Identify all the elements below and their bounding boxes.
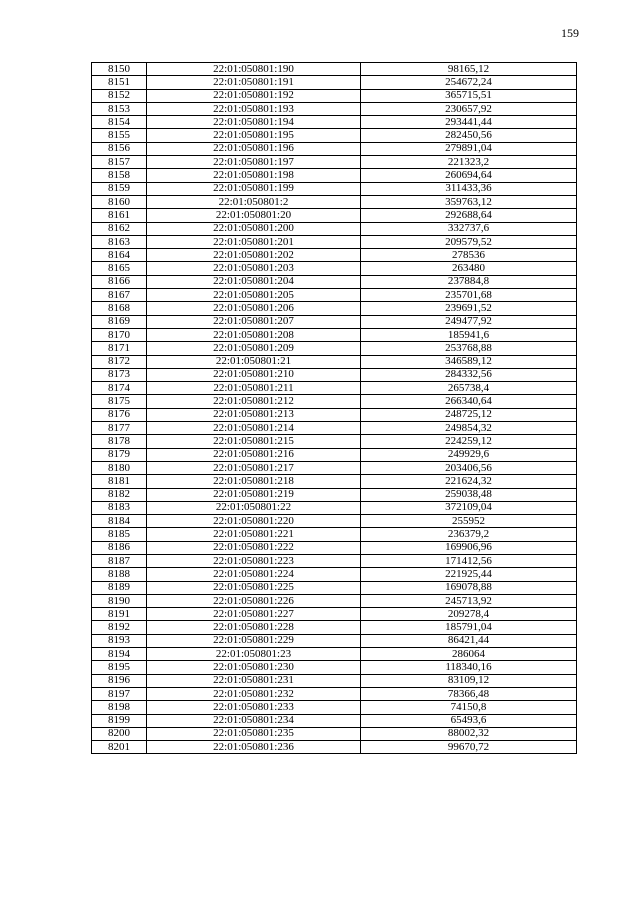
- cadastral-number-cell: 22:01:050801:232: [147, 687, 361, 700]
- row-number-cell: 8171: [92, 342, 147, 355]
- cadastral-number-cell: 22:01:050801:197: [147, 156, 361, 169]
- cadastral-number-cell: 22:01:050801:194: [147, 116, 361, 129]
- value-cell: 203406,56: [361, 461, 577, 474]
- row-number-cell: 8185: [92, 528, 147, 541]
- table-row: [92, 222, 577, 235]
- table-row: [92, 342, 577, 355]
- value-cell: 265738,4: [361, 382, 577, 395]
- row-number-cell: 8176: [92, 408, 147, 421]
- table-row: [92, 116, 577, 129]
- row-number-cell: 8184: [92, 515, 147, 528]
- table-row: [92, 741, 577, 754]
- row-number-cell: 8174: [92, 382, 147, 395]
- row-number-cell: 8200: [92, 727, 147, 740]
- cadastral-number-cell: 22:01:050801:216: [147, 448, 361, 461]
- table-row: [92, 541, 577, 554]
- value-cell: 83109,12: [361, 674, 577, 687]
- cadastral-number-cell: 22:01:050801:202: [147, 249, 361, 262]
- value-cell: 255952: [361, 515, 577, 528]
- row-number-cell: 8158: [92, 169, 147, 182]
- table-row: [92, 621, 577, 634]
- table-row: [92, 382, 577, 395]
- cadastral-number-cell: 22:01:050801:190: [147, 63, 361, 76]
- table-row: [92, 89, 577, 102]
- table-row: [92, 594, 577, 607]
- table-row: [92, 76, 577, 89]
- page-number: 159: [561, 26, 579, 40]
- table-row: [92, 249, 577, 262]
- table-row: [92, 435, 577, 448]
- cadastral-number-cell: 22:01:050801:199: [147, 182, 361, 195]
- table-row: [92, 408, 577, 421]
- cadastral-number-cell: 22:01:050801:225: [147, 581, 361, 594]
- cadastral-number-cell: 22:01:050801:235: [147, 727, 361, 740]
- value-cell: 239691,52: [361, 302, 577, 315]
- value-cell: 236379,2: [361, 528, 577, 541]
- row-number-cell: 8159: [92, 182, 147, 195]
- cadastral-value-table: [91, 62, 577, 754]
- cadastral-number-cell: 22:01:050801:192: [147, 89, 361, 102]
- table-row: [92, 714, 577, 727]
- table-row: [92, 262, 577, 275]
- table-row: [92, 475, 577, 488]
- row-number-cell: 8150: [92, 63, 147, 76]
- row-number-cell: 8182: [92, 488, 147, 501]
- row-number-cell: 8173: [92, 368, 147, 381]
- value-cell: 253768,88: [361, 342, 577, 355]
- table-row: [92, 568, 577, 581]
- row-number-cell: 8193: [92, 634, 147, 647]
- cadastral-number-cell: 22:01:050801:207: [147, 315, 361, 328]
- value-cell: 185941,6: [361, 328, 577, 341]
- row-number-cell: 8199: [92, 714, 147, 727]
- row-number-cell: 8189: [92, 581, 147, 594]
- table-row: [92, 209, 577, 222]
- row-number-cell: 8163: [92, 235, 147, 248]
- cadastral-number-cell: 22:01:050801:193: [147, 102, 361, 115]
- value-cell: 359763,12: [361, 195, 577, 208]
- value-cell: 65493,6: [361, 714, 577, 727]
- cadastral-number-cell: 22:01:050801:23: [147, 648, 361, 661]
- table-row: [92, 528, 577, 541]
- row-number-cell: 8188: [92, 568, 147, 581]
- table-row: [92, 701, 577, 714]
- value-cell: 169078,88: [361, 581, 577, 594]
- row-number-cell: 8172: [92, 355, 147, 368]
- cadastral-number-cell: 22:01:050801:209: [147, 342, 361, 355]
- cadastral-number-cell: 22:01:050801:213: [147, 408, 361, 421]
- table-row: [92, 368, 577, 381]
- cadastral-number-cell: 22:01:050801:234: [147, 714, 361, 727]
- value-cell: 284332,56: [361, 368, 577, 381]
- value-cell: 185791,04: [361, 621, 577, 634]
- row-number-cell: 8192: [92, 621, 147, 634]
- table-row: [92, 129, 577, 142]
- cadastral-number-cell: 22:01:050801:201: [147, 235, 361, 248]
- value-cell: 245713,92: [361, 594, 577, 607]
- row-number-cell: 8180: [92, 461, 147, 474]
- value-cell: 78366,48: [361, 687, 577, 700]
- table-row: [92, 169, 577, 182]
- value-cell: 171412,56: [361, 554, 577, 567]
- value-cell: 237884,8: [361, 275, 577, 288]
- table-row: [92, 195, 577, 208]
- cadastral-number-cell: 22:01:050801:217: [147, 461, 361, 474]
- table-body: [92, 63, 577, 754]
- table-row: [92, 328, 577, 341]
- value-cell: 74150,8: [361, 701, 577, 714]
- row-number-cell: 8165: [92, 262, 147, 275]
- value-cell: 221323,2: [361, 156, 577, 169]
- row-number-cell: 8168: [92, 302, 147, 315]
- cadastral-number-cell: 22:01:050801:200: [147, 222, 361, 235]
- value-cell: 365715,51: [361, 89, 577, 102]
- value-cell: 248725,12: [361, 408, 577, 421]
- cadastral-number-cell: 22:01:050801:20: [147, 209, 361, 222]
- cadastral-number-cell: 22:01:050801:230: [147, 661, 361, 674]
- row-number-cell: 8160: [92, 195, 147, 208]
- cadastral-number-cell: 22:01:050801:224: [147, 568, 361, 581]
- value-cell: 169906,96: [361, 541, 577, 554]
- row-number-cell: 8153: [92, 102, 147, 115]
- table-row: [92, 515, 577, 528]
- table-row: [92, 102, 577, 115]
- table-row: [92, 422, 577, 435]
- cadastral-number-cell: 22:01:050801:219: [147, 488, 361, 501]
- cadastral-number-cell: 22:01:050801:231: [147, 674, 361, 687]
- table-row: [92, 315, 577, 328]
- cadastral-number-cell: 22:01:050801:208: [147, 328, 361, 341]
- table-row: [92, 648, 577, 661]
- cadastral-number-cell: 22:01:050801:215: [147, 435, 361, 448]
- value-cell: 279891,04: [361, 142, 577, 155]
- value-cell: 286064: [361, 648, 577, 661]
- value-cell: 221624,32: [361, 475, 577, 488]
- row-number-cell: 8181: [92, 475, 147, 488]
- row-number-cell: 8198: [92, 701, 147, 714]
- value-cell: 332737,6: [361, 222, 577, 235]
- row-number-cell: 8162: [92, 222, 147, 235]
- row-number-cell: 8169: [92, 315, 147, 328]
- row-number-cell: 8201: [92, 741, 147, 754]
- row-number-cell: 8156: [92, 142, 147, 155]
- row-number-cell: 8191: [92, 608, 147, 621]
- table-row: [92, 355, 577, 368]
- value-cell: 260694,64: [361, 169, 577, 182]
- cadastral-number-cell: 22:01:050801:214: [147, 422, 361, 435]
- value-cell: 278536: [361, 249, 577, 262]
- cadastral-number-cell: 22:01:050801:210: [147, 368, 361, 381]
- value-cell: 88002,32: [361, 727, 577, 740]
- cadastral-number-cell: 22:01:050801:222: [147, 541, 361, 554]
- cadastral-number-cell: 22:01:050801:206: [147, 302, 361, 315]
- value-cell: 346589,12: [361, 355, 577, 368]
- cadastral-number-cell: 22:01:050801:236: [147, 741, 361, 754]
- cadastral-number-cell: 22:01:050801:198: [147, 169, 361, 182]
- table-row: [92, 661, 577, 674]
- cadastral-number-cell: 22:01:050801:218: [147, 475, 361, 488]
- table-row: [92, 687, 577, 700]
- value-cell: 98165,12: [361, 63, 577, 76]
- table-row: [92, 289, 577, 302]
- table-row: [92, 302, 577, 315]
- value-cell: 372109,04: [361, 501, 577, 514]
- table-row: [92, 727, 577, 740]
- cadastral-number-cell: 22:01:050801:205: [147, 289, 361, 302]
- value-cell: 235701,68: [361, 289, 577, 302]
- cadastral-number-cell: 22:01:050801:22: [147, 501, 361, 514]
- value-cell: 292688,64: [361, 209, 577, 222]
- value-cell: 230657,92: [361, 102, 577, 115]
- table-row: [92, 608, 577, 621]
- cadastral-number-cell: 22:01:050801:195: [147, 129, 361, 142]
- cadastral-number-cell: 22:01:050801:223: [147, 554, 361, 567]
- value-cell: 263480: [361, 262, 577, 275]
- cadastral-number-cell: 22:01:050801:212: [147, 395, 361, 408]
- value-cell: 266340,64: [361, 395, 577, 408]
- row-number-cell: 8164: [92, 249, 147, 262]
- value-cell: 209278,4: [361, 608, 577, 621]
- value-cell: 293441,44: [361, 116, 577, 129]
- value-cell: 209579,52: [361, 235, 577, 248]
- table-row: [92, 182, 577, 195]
- table-row: [92, 554, 577, 567]
- table-row: [92, 501, 577, 514]
- row-number-cell: 8155: [92, 129, 147, 142]
- value-cell: 86421,44: [361, 634, 577, 647]
- table-row: [92, 156, 577, 169]
- row-number-cell: 8190: [92, 594, 147, 607]
- cadastral-number-cell: 22:01:050801:228: [147, 621, 361, 634]
- value-cell: 224259,12: [361, 435, 577, 448]
- table-row: [92, 235, 577, 248]
- row-number-cell: 8170: [92, 328, 147, 341]
- row-number-cell: 8197: [92, 687, 147, 700]
- table-row: [92, 488, 577, 501]
- row-number-cell: 8179: [92, 448, 147, 461]
- table-row: [92, 142, 577, 155]
- value-cell: 221925,44: [361, 568, 577, 581]
- value-cell: 249929,6: [361, 448, 577, 461]
- cadastral-number-cell: 22:01:050801:21: [147, 355, 361, 368]
- cadastral-number-cell: 22:01:050801:191: [147, 76, 361, 89]
- value-cell: 99670,72: [361, 741, 577, 754]
- cadastral-number-cell: 22:01:050801:220: [147, 515, 361, 528]
- cadastral-number-cell: 22:01:050801:233: [147, 701, 361, 714]
- cadastral-number-cell: 22:01:050801:196: [147, 142, 361, 155]
- value-cell: 311433,36: [361, 182, 577, 195]
- row-number-cell: 8166: [92, 275, 147, 288]
- row-number-cell: 8187: [92, 554, 147, 567]
- table-row: [92, 634, 577, 647]
- row-number-cell: 8161: [92, 209, 147, 222]
- table-row: [92, 461, 577, 474]
- cadastral-number-cell: 22:01:050801:203: [147, 262, 361, 275]
- row-number-cell: 8194: [92, 648, 147, 661]
- table-row: [92, 275, 577, 288]
- row-number-cell: 8167: [92, 289, 147, 302]
- value-cell: 118340,16: [361, 661, 577, 674]
- value-cell: 259038,48: [361, 488, 577, 501]
- row-number-cell: 8152: [92, 89, 147, 102]
- value-cell: 282450,56: [361, 129, 577, 142]
- row-number-cell: 8186: [92, 541, 147, 554]
- cadastral-number-cell: 22:01:050801:211: [147, 382, 361, 395]
- row-number-cell: 8177: [92, 422, 147, 435]
- row-number-cell: 8151: [92, 76, 147, 89]
- value-cell: 254672,24: [361, 76, 577, 89]
- value-cell: 249477,92: [361, 315, 577, 328]
- table-row: [92, 395, 577, 408]
- value-cell: 249854,32: [361, 422, 577, 435]
- row-number-cell: 8196: [92, 674, 147, 687]
- row-number-cell: 8154: [92, 116, 147, 129]
- row-number-cell: 8183: [92, 501, 147, 514]
- cadastral-number-cell: 22:01:050801:227: [147, 608, 361, 621]
- row-number-cell: 8195: [92, 661, 147, 674]
- row-number-cell: 8178: [92, 435, 147, 448]
- cadastral-number-cell: 22:01:050801:204: [147, 275, 361, 288]
- cadastral-number-cell: 22:01:050801:229: [147, 634, 361, 647]
- cadastral-number-cell: 22:01:050801:221: [147, 528, 361, 541]
- cadastral-number-cell: 22:01:050801:2: [147, 195, 361, 208]
- table-row: [92, 674, 577, 687]
- cadastral-number-cell: 22:01:050801:226: [147, 594, 361, 607]
- row-number-cell: 8175: [92, 395, 147, 408]
- row-number-cell: 8157: [92, 156, 147, 169]
- table-row: [92, 448, 577, 461]
- table-row: [92, 63, 577, 76]
- table-row: [92, 581, 577, 594]
